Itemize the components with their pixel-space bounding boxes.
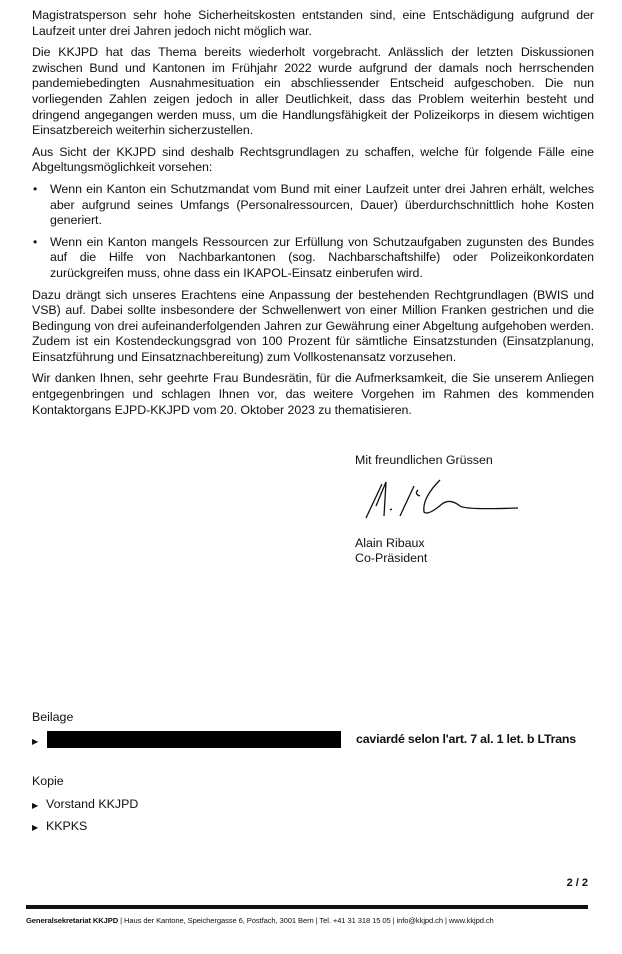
signature-image xyxy=(362,476,522,522)
paragraph: Magistratsperson sehr hohe Sicherheitskosten entstanden sind, eine Entschädigung aufgrund der Laufzeit unter drei Jahren jedoch nicht möglich war. xyxy=(32,8,594,38)
paragraph: Dazu drängt sich unseres Erachtens eine Anpassung der bestehenden Rechtgrundlagen (BWIS und VSB) auf. Dabei sollte insbesondere der Schwellenwert von einer Million Franken gestrichen und die Bedingung von drei aufeinanderfolgenden Jahren zur Gewährung einer Abgeltung aufgehoben werden. Zudem ist ein Kostendeckungsgrad von 100 Prozent für sämtliche Einsatzstunden (Einsatzplanung, Einsatzführung und Einsatznachbereitung) zum Vollkostenansatz vorzusehen. xyxy=(32,287,594,364)
copy-item xyxy=(32,819,87,833)
triangle-bullet-icon: ▶ xyxy=(32,801,39,810)
triangle-bullet-icon: ▶ xyxy=(32,823,39,832)
bullet-icon: • xyxy=(33,234,38,249)
bullet-text: Wenn ein Kanton ein Schutzmandat vom Bund mit einer Laufzeit unter drei Jahren erhält, welches aber aufgrund seines Umfangs (Personalressourcen, Dauer) überdurchschnittlich hohe Kosten generiert. xyxy=(50,181,594,228)
copy-recipient: Vorstand KKJPD xyxy=(46,797,139,811)
bullet-item xyxy=(32,235,594,282)
triangle-bullet-icon: ▶ xyxy=(32,737,39,746)
signer-block xyxy=(355,536,427,566)
footer xyxy=(26,916,596,925)
paragraph: Wir danken Ihnen, sehr geehrte Frau Bundesrätin, für die Aufmerksamkeit, die Sie unserem Anliegen entgegenbringen und schlagen Ihnen vor, das weitere Vorgehen im Rahmen des kommenden Kontaktorgans EJPD-KKJPD vom 20. Oktober 2023 zu thematisieren. xyxy=(32,371,594,417)
redaction-note: caviardé selon l'art. 7 al. 1 let. b LTrans xyxy=(356,732,576,746)
redaction-bar xyxy=(47,731,341,748)
bullet-list xyxy=(32,182,594,282)
letter-body xyxy=(32,8,594,424)
footer-details: | Haus der Kantone, Speichergasse 6, Postfach, 3001 Bern | Tel. +41 31 318 15 05 | info@kkjpd.ch | www.kkjpd.ch xyxy=(118,916,494,925)
paragraph: Aus Sicht der KKJPD sind deshalb Rechtsgrundlagen zu schaffen, welche für folgende Fälle eine Abgeltungsmöglichkeit vorsehen: xyxy=(32,144,594,175)
bullet-icon: • xyxy=(33,181,38,196)
closing-salutation: Mit freundlichen Grüssen xyxy=(355,453,493,467)
page-number: 2 / 2 xyxy=(566,877,588,889)
signer-name: Alain Ribaux xyxy=(355,536,425,550)
copy-label: Kopie xyxy=(32,774,64,788)
bullet-item xyxy=(32,182,594,229)
copy-item xyxy=(32,797,138,811)
copy-recipient: KKPKS xyxy=(46,819,88,833)
footer-org: Generalsekretariat KKJPD xyxy=(26,916,119,925)
footer-divider xyxy=(26,905,588,909)
enclosure-label: Beilage xyxy=(32,710,74,724)
enclosure-item xyxy=(32,731,612,749)
paragraph: Die KKJPD hat das Thema bereits wiederholt vorgebracht. Anlässlich der letzten Diskussionen zwischen Bund und Kantonen im Frühjahr 2022 wurde aufgrund der damals noch herrschenden pandemiebedingten Ausnahmesituation ein abschliessender Entscheid aufgeschoben. Die nun vorliegenden Zahlen zeigen jedoch in aller Deutlichkeit, dass das Problem weiterhin besteht und dringend angegangen werden muss, um die Handlungsfähigkeit der Polizeikorps in diesem wichtigen Einsatzbereich weiterhin sicherzustellen. xyxy=(32,45,594,138)
bullet-text: Wenn ein Kanton mangels Ressourcen zur Erfüllung von Schutzaufgaben zugunsten des Bundes auf die Hilfe von Nachbarkantonen (sog. Nachbarschaftshilfe) oder Polizeikonkordaten zurückgreifen muss, ohne dass ein IKAPOL-Einsatz einberufen wird. xyxy=(50,234,594,280)
signer-title: Co-Präsident xyxy=(355,551,428,566)
